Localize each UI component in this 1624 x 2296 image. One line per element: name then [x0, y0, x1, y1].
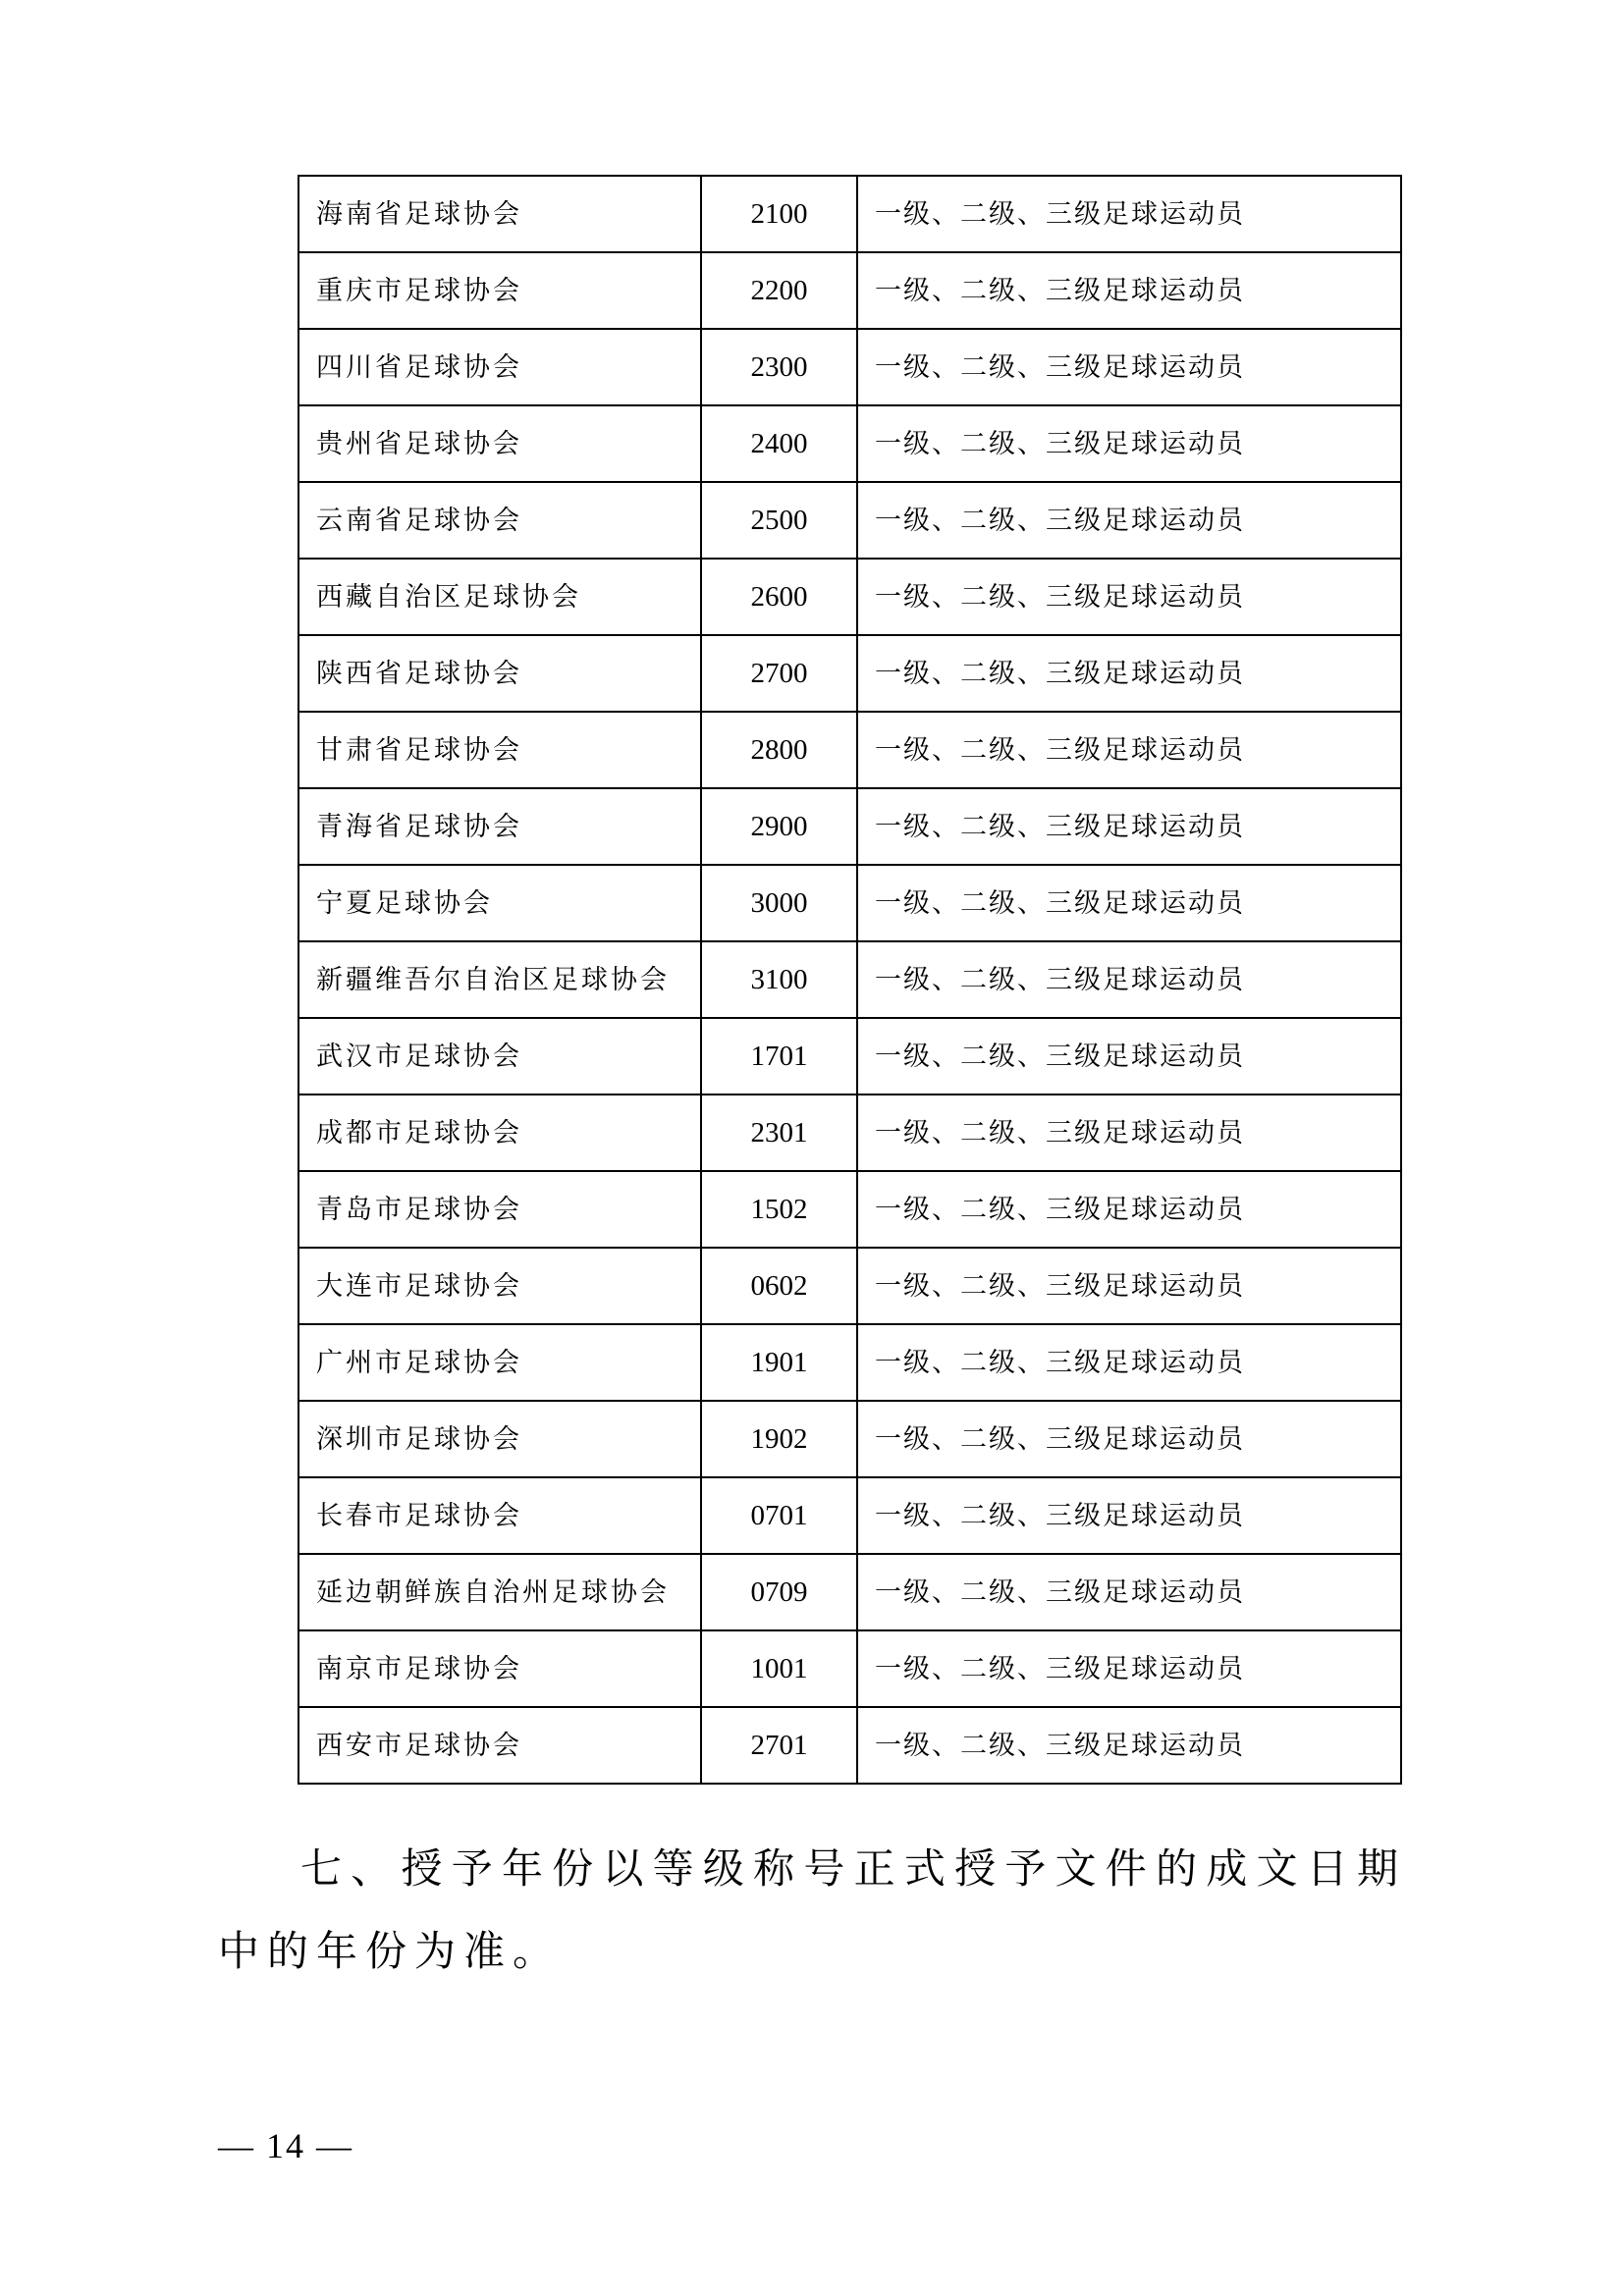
association-code-cell: 1701 [701, 1018, 857, 1095]
table-row [298, 1171, 1401, 1248]
association-name-cell: 海南省足球协会 [298, 176, 701, 252]
association-code-cell: 2900 [701, 788, 857, 865]
association-name-cell: 南京市足球协会 [298, 1630, 701, 1707]
association-name-cell: 新疆维吾尔自治区足球协会 [298, 941, 701, 1018]
athlete-level-cell: 一级、二级、三级足球运动员 [857, 1171, 1401, 1248]
table-row [298, 1095, 1401, 1171]
association-name-cell: 四川省足球协会 [298, 329, 701, 405]
table-row [298, 712, 1401, 788]
association-code-cell: 2301 [701, 1095, 857, 1171]
association-name-cell: 西安市足球协会 [298, 1707, 701, 1784]
association-code-cell: 2800 [701, 712, 857, 788]
association-code-cell: 1001 [701, 1630, 857, 1707]
association-code-cell: 2300 [701, 329, 857, 405]
table-row [298, 1401, 1401, 1477]
table-row [298, 1630, 1401, 1707]
association-name-cell: 贵州省足球协会 [298, 405, 701, 482]
athlete-level-cell: 一级、二级、三级足球运动员 [857, 1248, 1401, 1324]
athlete-level-cell: 一级、二级、三级足球运动员 [857, 1707, 1401, 1784]
association-code-table [298, 175, 1402, 1785]
athlete-level-cell: 一级、二级、三级足球运动员 [857, 559, 1401, 635]
association-code-cell: 2200 [701, 252, 857, 329]
athlete-level-cell: 一级、二级、三级足球运动员 [857, 405, 1401, 482]
association-name-cell: 大连市足球协会 [298, 1248, 701, 1324]
association-name-cell: 西藏自治区足球协会 [298, 559, 701, 635]
table-row [298, 559, 1401, 635]
association-code-cell: 0701 [701, 1477, 857, 1554]
athlete-level-cell: 一级、二级、三级足球运动员 [857, 1324, 1401, 1401]
table-row [298, 1018, 1401, 1095]
association-name-cell: 青海省足球协会 [298, 788, 701, 865]
table-row [298, 1554, 1401, 1630]
athlete-level-cell: 一级、二级、三级足球运动员 [857, 941, 1401, 1018]
association-name-cell: 成都市足球协会 [298, 1095, 701, 1171]
table-row [298, 329, 1401, 405]
association-name-cell: 陕西省足球协会 [298, 635, 701, 712]
association-code-cell: 2400 [701, 405, 857, 482]
association-code-cell: 2701 [701, 1707, 857, 1784]
table-row [298, 635, 1401, 712]
athlete-level-cell: 一级、二级、三级足球运动员 [857, 1018, 1401, 1095]
table-row [298, 1477, 1401, 1554]
association-code-cell: 2700 [701, 635, 857, 712]
association-name-cell: 重庆市足球协会 [298, 252, 701, 329]
table-row [298, 941, 1401, 1018]
association-name-cell: 宁夏足球协会 [298, 865, 701, 941]
table-row [298, 1248, 1401, 1324]
association-name-cell: 长春市足球协会 [298, 1477, 701, 1554]
association-code-cell: 0709 [701, 1554, 857, 1630]
table-row [298, 176, 1401, 252]
association-name-cell: 云南省足球协会 [298, 482, 701, 559]
athlete-level-cell: 一级、二级、三级足球运动员 [857, 252, 1401, 329]
association-code-cell: 0602 [701, 1248, 857, 1324]
association-name-cell: 广州市足球协会 [298, 1324, 701, 1401]
association-code-cell: 1902 [701, 1401, 857, 1477]
athlete-level-cell: 一级、二级、三级足球运动员 [857, 482, 1401, 559]
table-row [298, 405, 1401, 482]
athlete-level-cell: 一级、二级、三级足球运动员 [857, 712, 1401, 788]
association-code-cell: 1502 [701, 1171, 857, 1248]
association-code-cell: 2600 [701, 559, 857, 635]
association-name-cell: 武汉市足球协会 [298, 1018, 701, 1095]
association-code-cell: 1901 [701, 1324, 857, 1401]
association-code-cell: 2100 [701, 176, 857, 252]
table-row [298, 865, 1401, 941]
athlete-level-cell: 一级、二级、三级足球运动员 [857, 865, 1401, 941]
association-code-cell: 3000 [701, 865, 857, 941]
athlete-level-cell: 一级、二级、三级足球运动员 [857, 1095, 1401, 1171]
association-name-cell: 甘肃省足球协会 [298, 712, 701, 788]
association-name-cell: 深圳市足球协会 [298, 1401, 701, 1477]
table-row [298, 788, 1401, 865]
association-code-cell: 3100 [701, 941, 857, 1018]
athlete-level-cell: 一级、二级、三级足球运动员 [857, 1554, 1401, 1630]
athlete-level-cell: 一级、二级、三级足球运动员 [857, 176, 1401, 252]
section-seven-paragraph: 七、授予年份以等级称号正式授予文件的成文日期中的年份为准。 [218, 1844, 1406, 1975]
page-number: — 14 — [218, 2126, 353, 2165]
table-body [298, 176, 1401, 1784]
athlete-level-cell: 一级、二级、三级足球运动员 [857, 1630, 1401, 1707]
association-name-cell: 青岛市足球协会 [298, 1171, 701, 1248]
association-code-cell: 2500 [701, 482, 857, 559]
table-row [298, 482, 1401, 559]
table-row [298, 1324, 1401, 1401]
athlete-level-cell: 一级、二级、三级足球运动员 [857, 635, 1401, 712]
athlete-level-cell: 一级、二级、三级足球运动员 [857, 1401, 1401, 1477]
athlete-level-cell: 一级、二级、三级足球运动员 [857, 788, 1401, 865]
table-row [298, 252, 1401, 329]
athlete-level-cell: 一级、二级、三级足球运动员 [857, 329, 1401, 405]
association-name-cell: 延边朝鲜族自治州足球协会 [298, 1554, 701, 1630]
table-row [298, 1707, 1401, 1784]
athlete-level-cell: 一级、二级、三级足球运动员 [857, 1477, 1401, 1554]
